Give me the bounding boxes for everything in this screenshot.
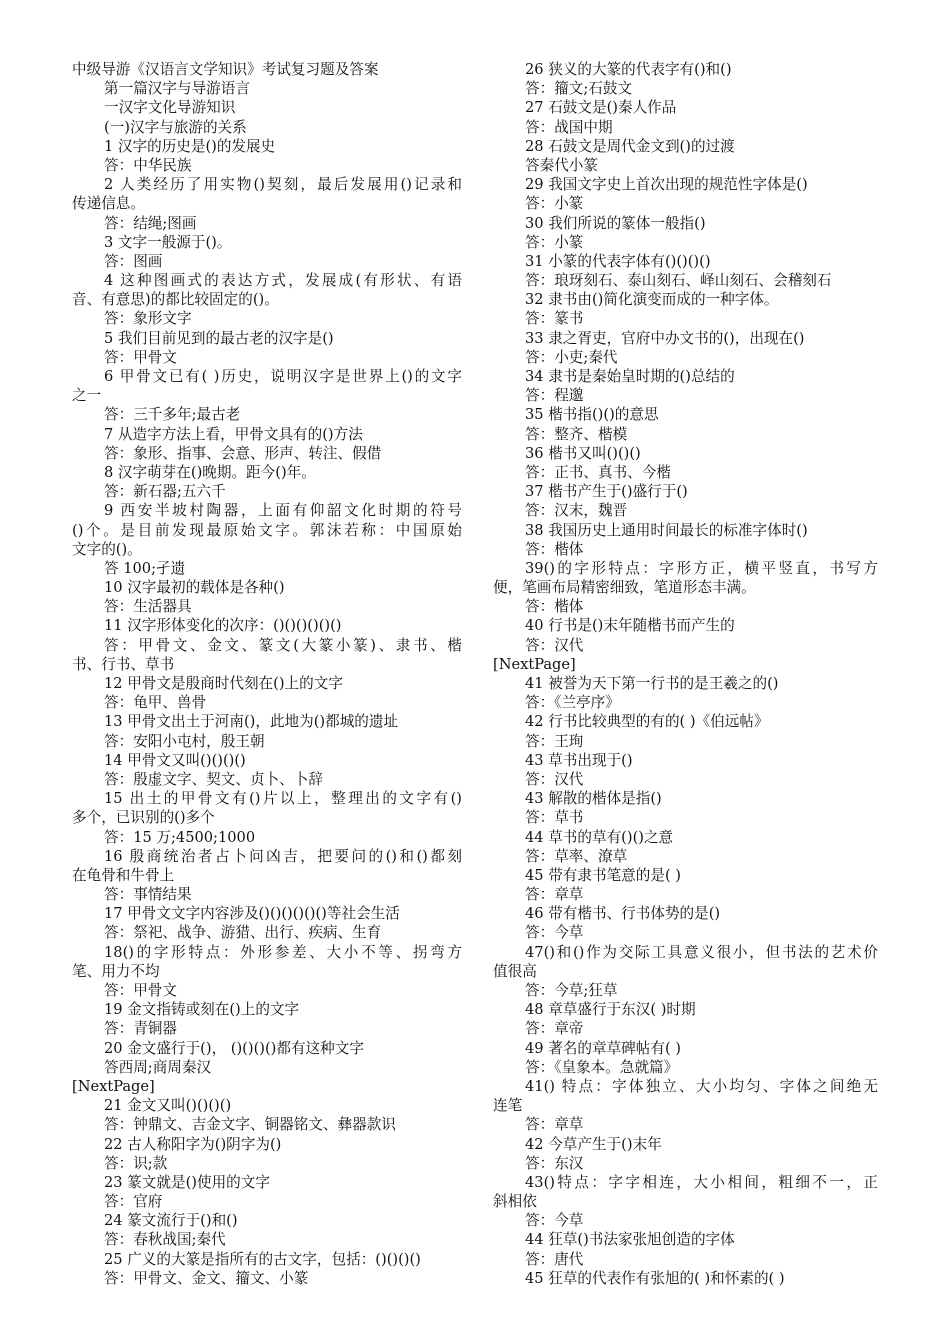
text-line: 37 楷书产生于()盛行于()	[525, 483, 688, 501]
text-line: 18()的字形特点：外形参差、大小不等、拐弯方	[104, 943, 462, 961]
text-line: 之一	[72, 387, 102, 405]
text-line: 值很高	[493, 962, 537, 980]
text-line: 41() 特点：字体独立、大小均匀、字体之间绝无	[525, 1077, 878, 1095]
text-line: 中级导游《汉语言文学知识》考试复习题及答案	[72, 61, 379, 78]
text-line: 46 带有楷书、行书体势的是()	[525, 905, 721, 923]
text-line: 答：《兰亭序》	[525, 694, 620, 712]
text-line: 答：春秋战国;秦代	[104, 1231, 226, 1249]
text-line: 答：王珣	[525, 732, 584, 750]
text-line: 26 狭义的大篆的代表字有()和()	[525, 61, 732, 78]
text-line: 答：安阳小屯村，殷王朝	[104, 732, 265, 750]
text-line: 答：《皇象本。急就篇》	[525, 1058, 679, 1076]
text-line: 40 行书是()末年随楷书而产生的	[525, 617, 735, 635]
text-line: 答：汉末，魏晋	[525, 502, 628, 520]
text-line: 答：战国中期	[525, 118, 613, 136]
text-line: 28 石鼓文是周代金文到()的过渡	[525, 137, 735, 155]
text-line: 14 甲骨文又叫()()()()	[104, 751, 246, 769]
text-line: 书、行书、草书	[72, 655, 175, 673]
text-line: 答：事情结果	[104, 886, 192, 904]
text-line: 答：章帝	[525, 1020, 584, 1038]
text-line: 17 甲骨文文字内容涉及()()()()()()等社会生活	[104, 905, 400, 923]
text-line: 23 篆文就是()使用的文字	[104, 1173, 270, 1191]
text-line: 6 甲骨文已有( )历史，说明汉字是世界上()的文字	[104, 368, 462, 385]
text-line: 5 我们目前见到的最古老的汉字是()	[104, 329, 334, 347]
text-line: 答：生活器具	[104, 598, 192, 616]
text-line: 答：章草	[525, 886, 584, 904]
text-line: 答：小吏;秦代	[525, 348, 618, 366]
text-line: 49 著名的章草碑帖有( )	[525, 1039, 681, 1057]
text-line: 44 草书的草有()()之意	[525, 828, 674, 846]
text-line: 21 金文又叫()()()()	[104, 1097, 232, 1115]
text-line: 答：图画	[104, 252, 163, 270]
text-line: 35 楷书指()()的意思	[525, 406, 659, 424]
text-line: 答：整齐、楷模	[525, 425, 628, 443]
text-line: 答：正书、真书、今楷	[525, 463, 671, 481]
text-line: 3 文字一般源于()。	[104, 233, 232, 251]
text-line: 答西周;商周秦汉	[104, 1058, 212, 1076]
text-line: 20 金文盛行于()， ()()()()都有这种文字	[104, 1039, 364, 1057]
text-line: 7 从造字方法上看，甲骨文具有的()方法	[104, 425, 363, 443]
text-line: 43 草书出现于()	[525, 751, 633, 769]
text-line: 44 狂草()书法家张旭创造的字体	[525, 1231, 735, 1249]
text-line: 在龟骨和牛骨上	[72, 866, 175, 884]
text-line: 答：小篆	[525, 233, 584, 251]
text-line: 答：三千多年;最古老	[104, 406, 241, 424]
text-line: 1 汉字的历史是()的发展史	[104, 137, 276, 155]
text-line: 答：殷虚文字、契文、贞卜、卜辞	[104, 770, 323, 788]
text-line: 答：15 万;4500;1000	[104, 828, 256, 846]
text-line: 传递信息。	[72, 195, 145, 213]
text-line: 29 我国文字史上首次出现的规范性字体是()	[525, 176, 808, 194]
text-line: 答：象形、指事、会意、形声、转注、假借	[104, 444, 382, 462]
text-line: 47()和()作为交际工具意义很小，但书法的艺术价	[525, 943, 878, 961]
text-line: 24 篆文流行于()和()	[104, 1212, 238, 1230]
text-line: 27 石鼓文是()秦人作品	[525, 99, 677, 117]
text-line: 答：识;款	[104, 1154, 168, 1172]
text-line: 答：楷体	[525, 598, 584, 616]
text-line: 多个，已识别的()多个	[72, 809, 215, 827]
text-line: 8 汉字萌芽在()晚期。距今()年。	[104, 463, 316, 481]
text-line: 30 我们所说的篆体一般指()	[525, 214, 706, 232]
text-line: 25 广义的大篆是指所有的古文字，包括：()()()()	[104, 1250, 421, 1268]
text-line: 答秦代小篆	[525, 156, 598, 174]
left-column	[72, 60, 462, 1288]
text-line: 答：小篆	[525, 195, 584, 213]
text-line: 34 隶书是秦始皇时期的()总结的	[525, 368, 735, 385]
text-line: 答：汉代	[525, 636, 584, 654]
text-line: 11 汉字形体变化的次序：()()()()()()	[104, 617, 342, 635]
text-line: 15 出土的甲骨文有()片以上，整理出的文字有()	[104, 790, 462, 808]
text-line: ()个。是目前发现最原始文字。郭沫若称：中国原始	[72, 521, 462, 539]
text-line: 33 隶之胥吏，官府中办文书的()，出现在()	[525, 329, 805, 347]
text-line: 答：东汉	[525, 1154, 584, 1172]
text-line: (一)汉字与旅游的关系	[104, 118, 247, 136]
text-line: 2 人类经历了用实物()契刻，最后发展用()记录和	[104, 176, 462, 194]
text-line: 答：程邈	[525, 387, 584, 405]
text-line: 10 汉字最初的载体是各种()	[104, 579, 285, 597]
text-line: 答：象形文字	[104, 310, 192, 328]
text-line: 22 古人称阳字为()阴字为()	[104, 1135, 282, 1153]
text-line: 4 这种图画式的表达方式，发展成(有形状、有语	[104, 272, 462, 290]
text-line: 文字的()。	[72, 540, 142, 558]
text-line: 41 被誉为天下第一行书的是王羲之的()	[525, 675, 779, 692]
text-line: 答：琅玡刻石、泰山刻石、峄山刻石、会稽刻石	[525, 272, 832, 290]
text-line: 答：今草	[525, 1212, 584, 1230]
text-line: 答：龟甲、兽骨	[104, 694, 207, 712]
text-line: 答：唐代	[525, 1250, 584, 1268]
text-line: 19 金文指铸或刻在()上的文字	[104, 1001, 300, 1019]
text-line: 43()特点：字字相连，大小相间，粗细不一，正	[525, 1173, 878, 1191]
text-line: 答：草书	[525, 809, 584, 827]
text-line: 答：篆书	[525, 310, 584, 328]
text-line: 答：结绳;图画	[104, 214, 197, 232]
text-line: 一汉字文化导游知识	[104, 99, 236, 117]
text-line: 答：甲骨文	[104, 348, 177, 366]
text-line: 斜相依	[493, 1193, 537, 1211]
text-line: 答：今草;狂草	[525, 982, 618, 999]
text-line: 答：甲骨文、金文、篆文(大篆小篆)、隶书、楷	[104, 636, 462, 654]
text-line: 42 行书比较典型的有的( )《伯远帖》	[525, 713, 769, 731]
text-line: 答：章草	[525, 1116, 584, 1134]
text-line: 39()的字形特点：字形方正，横平竖直，书写方	[525, 559, 878, 577]
text-line: 答：钟鼎文、吉金文字、铜器铭文、彝器款识	[104, 1116, 396, 1134]
text-line: 45 带有隶书笔意的是( )	[525, 866, 681, 884]
text-line: 答：楷体	[525, 540, 584, 558]
text-line: 48 章草盛行于东汉( )时期	[525, 1001, 696, 1019]
text-line: 笔、用力不均	[72, 962, 160, 980]
text-line: 答：官府	[104, 1193, 163, 1211]
text-line: [NextPage]	[493, 655, 576, 673]
text-line: 16 殷商统治者占卜问凶吉，把要问的()和()都刻	[104, 847, 462, 865]
text-line: 31 小篆的代表字体有()()()()	[525, 252, 711, 270]
text-line: 音、有意思)的都比较固定的()。	[72, 291, 279, 309]
text-line: 第一篇汉字与导游语言	[104, 80, 250, 98]
text-line: 13 甲骨文出土于河南()，此地为()都城的遗址	[104, 713, 399, 731]
text-line: 答 100;孑遗	[104, 559, 186, 577]
text-line: 答：祭祀、战争、游猎、出行、疾病、生育	[104, 924, 382, 942]
text-line: 答：汉代	[525, 770, 584, 788]
text-line: [NextPage]	[72, 1077, 155, 1095]
text-line: 43 解散的楷体是指()	[525, 790, 662, 808]
text-line: 便，笔画布局精密细致，笔道形态丰满。	[493, 579, 756, 597]
text-line: 答：甲骨文	[104, 982, 177, 999]
text-line: 36 楷书又叫()()()	[525, 444, 641, 462]
text-line: 答：青铜器	[104, 1020, 177, 1038]
text-line: 38 我国历史上通用时间最长的标准字体时()	[525, 521, 808, 539]
text-line: 9 西安半坡村陶器，上面有仰韶文化时期的符号	[104, 502, 462, 520]
right-column	[493, 60, 878, 1288]
text-line: 答：甲骨文、金文、籀文、小篆	[104, 1269, 309, 1287]
text-line: 12 甲骨文是殷商时代刻在()上的文字	[104, 675, 343, 692]
text-line: 32 隶书由()简化演变而成的一种字体。	[525, 291, 779, 309]
text-line: 45 狂草的代表作有张旭的( )和怀素的( )	[525, 1269, 785, 1287]
text-line: 答：新石器;五六千	[104, 483, 226, 501]
text-line: 答：籀文;石鼓文	[525, 80, 633, 98]
text-line: 连笔	[493, 1097, 523, 1115]
text-line: 42 今草产生于()末年	[525, 1135, 662, 1153]
text-line: 答：草率、潦草	[525, 847, 628, 865]
text-line: 答：今草	[525, 924, 584, 942]
text-line: 答：中华民族	[104, 156, 192, 174]
